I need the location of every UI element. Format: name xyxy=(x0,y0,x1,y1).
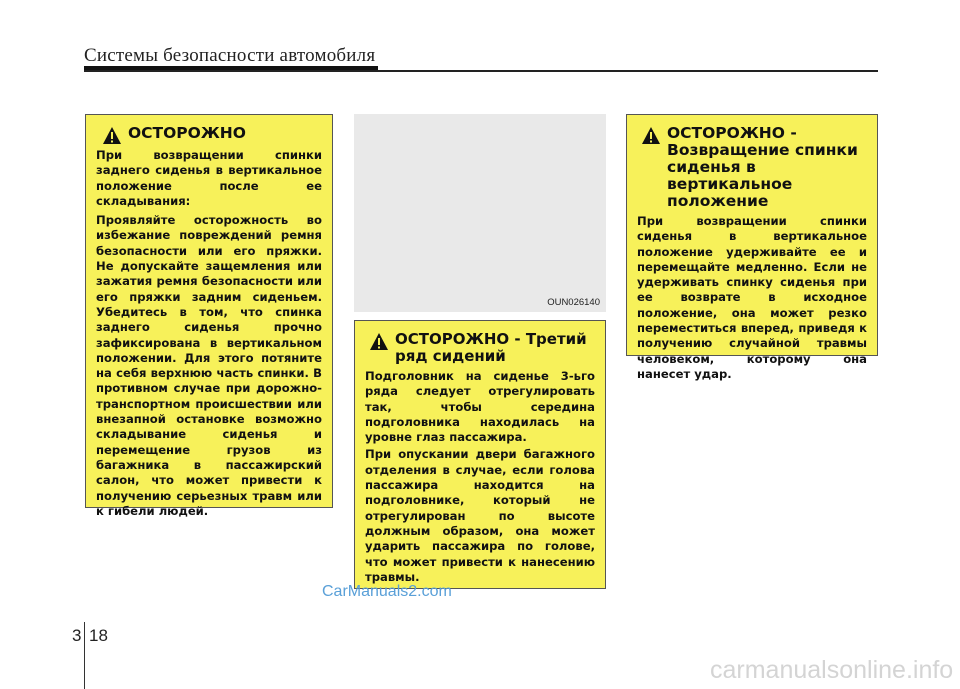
page-header-title: Системы безопасности автомобиля xyxy=(84,45,376,66)
carmanuals-watermark-link[interactable]: CarManuals2.com xyxy=(322,583,452,600)
warning-paragraph: Проявляйте осторожность во избежание повреждений ремня безопасности или его пряжки. Не допускайте защемления или зажатия ремня безопасности или его пряжки задним сиденьем. Убедитесь в том, что спинка заднего сиденья прочно зафиксирована в вертикальном положении. Для этого потяните на себя верхнюю часть спинки. В противном случае при дорожно-транспортном происшествии или внезапной остановке возможно складывание сиденья и перемещение грузов из багажника в пассажирский салон, что может привести к получению серьезных травм или к гибели людей. xyxy=(96,213,322,518)
warning-subtitle: - Третий ряд сидений xyxy=(395,330,587,365)
warning-triangle-icon xyxy=(641,126,661,146)
illustration-code: OUN026140 xyxy=(547,297,600,308)
warning-title xyxy=(667,125,867,210)
warning-paragraph: При возвращении спинки сиденья в вертикальное положение удерживайте ее и перемещайте медленно. Если не удерживать спинку сиденья при ее возврате в исходное положение, она может резко переместиться вперед, приведя к получению случайной травмы человеком, которому она нанесет удар. xyxy=(637,214,867,381)
warning-title-main: ОСТОРОЖНО xyxy=(395,330,510,348)
warning-title xyxy=(395,331,595,365)
warning-title-row xyxy=(365,331,595,365)
warning-box-seatback-upright xyxy=(626,114,878,381)
site-watermark: carmanualsonline.info xyxy=(710,656,954,684)
warning-box-third-row xyxy=(354,320,606,589)
warning-triangle-icon xyxy=(369,332,389,352)
warning-title: ОСТОРОЖНО xyxy=(128,124,246,142)
warning-triangle-icon xyxy=(102,126,122,146)
warning-paragraph: При опускании двери багажного отделения в случае, если голова пассажира находится на подголовнике, который не отрегулирован по высоте должным образом, она может ударить пассажира по голове, что может привести к нанесению травмы. xyxy=(365,447,595,584)
page-number: 18 xyxy=(89,626,108,645)
seat-illustration-image xyxy=(354,114,606,312)
section-number: 3 xyxy=(72,626,82,645)
warning-title-main: ОСТОРОЖНО - xyxy=(667,124,797,142)
warning-subtitle: Возвращение спинки сиденья в вертикальное положение xyxy=(667,141,858,210)
warning-paragraph: При возвращении спинки заднего сиденья в вертикальное положение после ее складывания: xyxy=(96,148,322,208)
warning-box-seatback-return xyxy=(85,114,333,518)
warning-title-row xyxy=(637,125,867,210)
warning-paragraph: Подголовник на сиденье 3-ьго ряда следует отрегулировать так, чтобы середина подголовника находилась на уровне глаз пассажира. xyxy=(365,369,595,445)
header-rule xyxy=(84,70,878,72)
warning-title-row xyxy=(96,125,322,146)
footer-divider xyxy=(84,622,85,689)
